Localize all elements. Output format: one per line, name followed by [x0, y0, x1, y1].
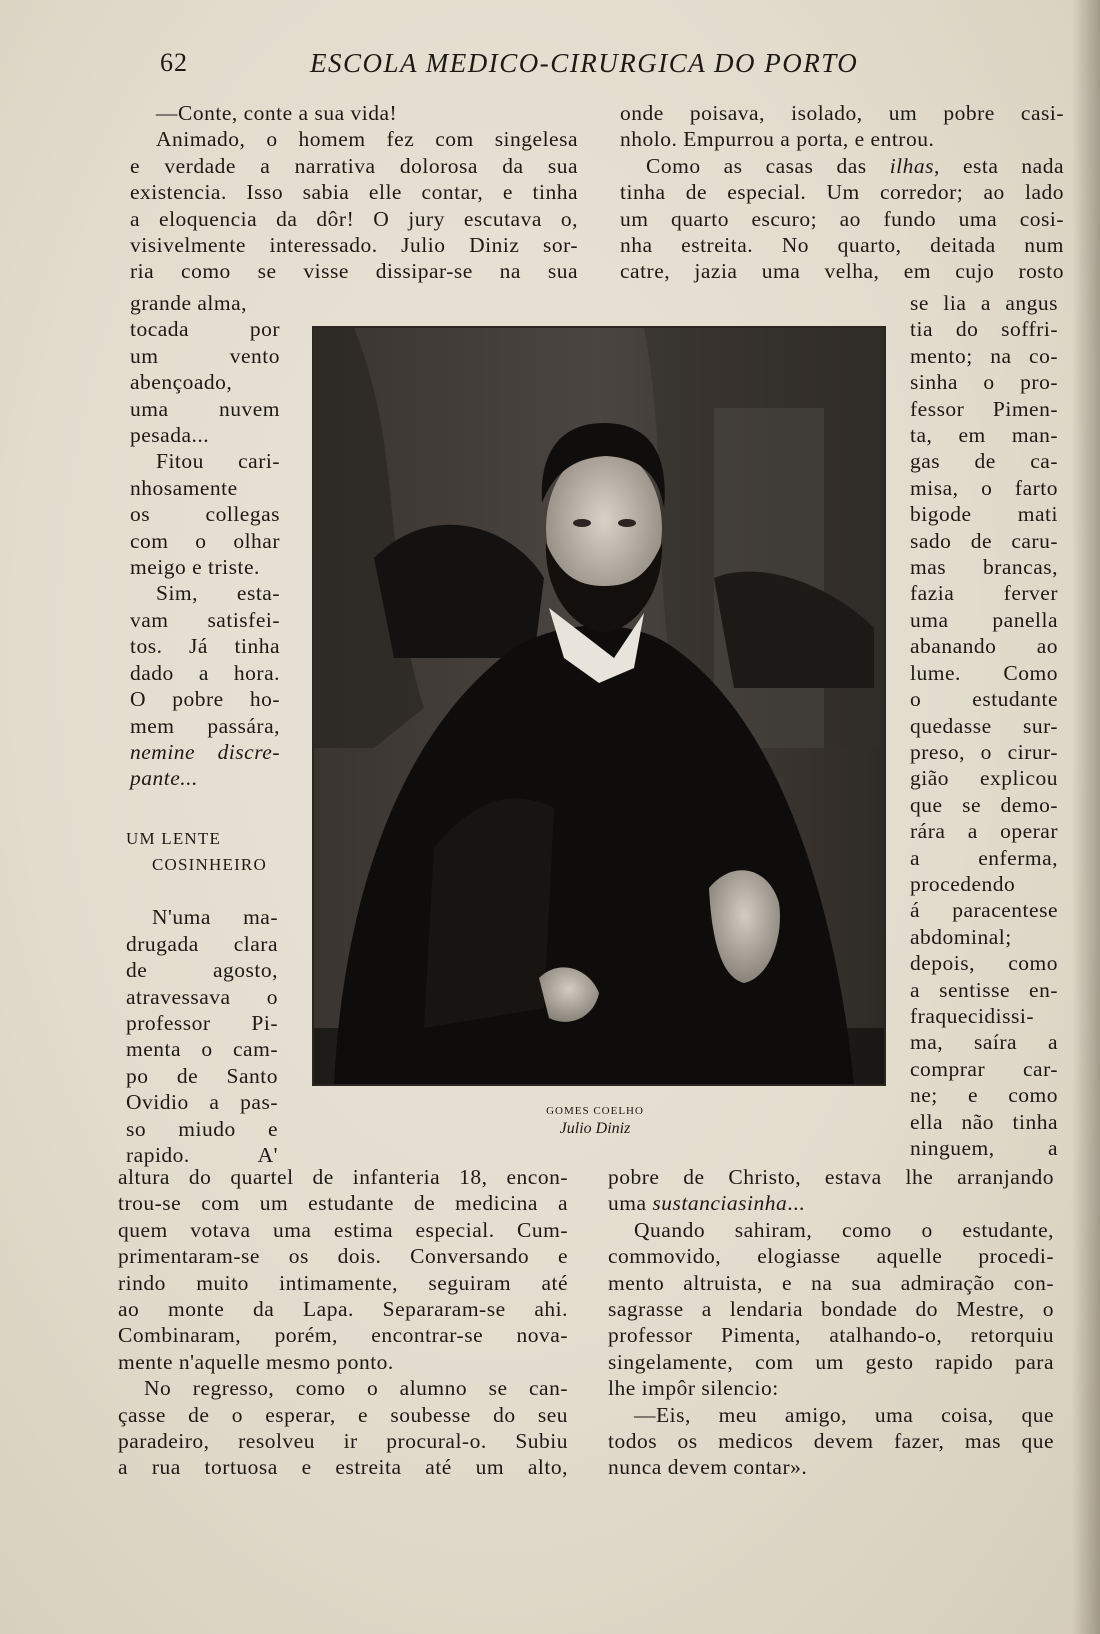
text-line: que se demo-: [910, 792, 1058, 817]
text-line: todos os medicos devem fazer, mas que: [608, 1429, 1054, 1454]
text-line: drugada clara: [126, 931, 278, 956]
text-line: tinha de especial. Um corredor; ao lado: [620, 180, 1064, 205]
text-line: quedasse sur-: [910, 713, 1058, 738]
section-and-left-lower: [126, 826, 278, 1168]
text-line: gião explicou: [910, 766, 1058, 791]
text-line: gas de ca-: [910, 449, 1058, 474]
text-line: so miudo e: [126, 1116, 278, 1141]
left-column-top: [130, 100, 578, 285]
text-line: Animado, o homem fez com singelesa: [156, 127, 578, 152]
text-line: nha estreita. No quarto, deitada num: [620, 233, 1064, 258]
running-title: ESCOLA MEDICO-CIRURGICA DO PORTO: [310, 48, 859, 78]
text-line: ria como se visse dissipar-se na sua: [130, 259, 578, 284]
text-line: a eloquencia da dôr! O jury escutava o,: [130, 206, 578, 231]
text-line-italic: nemine discre-: [130, 739, 280, 764]
portrait-illustration: [314, 328, 884, 1084]
text-line: professor Pi-: [126, 1011, 278, 1036]
text-line: procedendo: [910, 871, 1016, 896]
text-line: depois, como: [910, 951, 1058, 976]
text-line: existencia. Isso sabia elle contar, e tinha: [130, 180, 578, 205]
text-line: um quarto escuro; ao fundo uma cosi-: [620, 206, 1064, 231]
text-line: altura do quartel de infanteria 18, encon-: [118, 1165, 568, 1189]
caption-title: Julio Diniz: [559, 1120, 631, 1137]
italic-word: sustanciasinha: [652, 1191, 788, 1216]
text-line: ma, saíra a: [910, 1030, 1058, 1055]
text-line: onde poisava, isolado, um pobre casi-: [620, 101, 1064, 125]
left-column-bottom: [118, 1164, 568, 1481]
text-line: çasse de o esperar, e soubesse do seu: [118, 1402, 568, 1427]
text-line: mas brancas,: [910, 555, 1058, 580]
page-number: 62: [160, 48, 188, 77]
text-line: fraquecidissi-: [910, 1003, 1035, 1028]
text-line: e verdade a narrativa dolorosa da sua: [130, 153, 578, 178]
text-line: quem votava uma estima especial. Cum-: [118, 1217, 568, 1242]
text-line: Fitou cari-: [156, 449, 280, 474]
text-line: sagrasse a lendaria bondade do Mestre, o: [608, 1297, 1054, 1322]
text-line: ninguem, a: [910, 1136, 1058, 1160]
text-line: N'uma ma-: [152, 905, 278, 930]
text-line: paradeiro, resolveu ir procural-o. Subiu: [118, 1429, 568, 1454]
text-line: rapido. A': [126, 1143, 278, 1168]
text-line: lume. Como: [910, 660, 1058, 685]
text-line: uma panella: [910, 607, 1058, 632]
right-column-beside-figure: [910, 290, 1058, 1161]
page-edge-shadow: [1072, 0, 1100, 1634]
text-line: com o olhar: [130, 528, 280, 553]
text-line: nunca devem contar».: [608, 1455, 808, 1480]
text-line-italic: pante...: [130, 766, 198, 791]
italic-word: ilhas: [889, 153, 935, 178]
text-line: vam satisfei-: [130, 607, 280, 632]
text-line: nhosamente: [130, 475, 238, 500]
caption-artist: GOMES COELHO: [546, 1105, 644, 1117]
text-line: a sentisse en-: [910, 977, 1058, 1002]
text-line: mento; na co-: [910, 343, 1058, 368]
page-header: [150, 46, 910, 86]
text-line: ao monte da Lapa. Separaram-se ahi.: [118, 1297, 568, 1322]
text-line: se lia a angus: [910, 291, 1058, 315]
left-column-beside-figure: [130, 290, 280, 792]
right-column-bottom: [608, 1164, 1054, 1481]
text-line: mem passára,: [130, 713, 280, 738]
text-line: á paracentese: [910, 898, 1058, 923]
text-line: catre, jazia uma velha, em cujo rosto: [620, 259, 1064, 284]
text-line: tos. Já tinha: [130, 634, 280, 659]
text-line: abdominal;: [910, 924, 1012, 949]
text-line: ta, em man-: [910, 423, 1058, 448]
text-line: bigode mati: [910, 502, 1058, 527]
text-line: commovido, elogiasse aquelle procedi-: [608, 1244, 1054, 1269]
text-line: fessor Pimen-: [910, 396, 1058, 421]
text-line: O pobre ho-: [130, 687, 280, 712]
text-line: a rua tortuosa e estreita até um alto,: [118, 1455, 568, 1480]
text-line: trou-se com um estudante de medicina a: [118, 1191, 568, 1216]
text-line: lhe impôr silencio:: [608, 1376, 779, 1401]
section-heading-line: UM LENTE: [126, 829, 222, 848]
text-line: preso, o cirur-: [910, 739, 1058, 764]
text-line: professor Pimenta, atalhando-o, retorquiu: [608, 1323, 1054, 1348]
right-column-top: [620, 100, 1064, 285]
section-heading-line: COSINHEIRO: [152, 855, 267, 874]
text-line: —Conte, conte a sua vida!: [156, 101, 398, 125]
text-line: meigo e triste.: [130, 555, 260, 580]
text-line: um vento: [130, 343, 280, 368]
text-line: visivelmente interessado. Julio Diniz sor-: [130, 233, 578, 258]
text-line: —Eis, meu amigo, uma coisa, que: [634, 1402, 1054, 1427]
text-line: pesada...: [130, 423, 210, 448]
text-line: fazia ferver: [910, 581, 1058, 606]
text-line: ne; e como: [910, 1083, 1058, 1108]
text-line: Ovidio a pas-: [126, 1090, 278, 1115]
text-line: tocada por: [130, 317, 280, 342]
text-line: dado a hora.: [130, 660, 280, 685]
text-line: rára a operar: [910, 819, 1058, 844]
text-line: de agosto,: [126, 958, 278, 983]
text-line: atravessava o: [126, 984, 278, 1009]
text-line: pobre de Christo, estava lhe arranjando: [608, 1165, 1054, 1189]
text-line: os collegas: [130, 502, 280, 527]
text-line: abanando ao: [910, 634, 1058, 659]
text-line: mento altruista, e na sua admiração con-: [608, 1270, 1054, 1295]
text-line: menta o cam-: [126, 1037, 278, 1062]
portrait-image: [312, 326, 886, 1086]
figure-caption: [540, 1104, 650, 1140]
text-line: sinha o pro-: [910, 370, 1058, 395]
text-line-with-italic: uma sustanciasinha...: [608, 1191, 805, 1216]
text-line: singelamente, com um gesto rapido para: [608, 1349, 1054, 1374]
text-line: No regresso, como o alumno se can-: [144, 1376, 568, 1401]
text-line: comprar car-: [910, 1056, 1058, 1081]
text-line: a enferma,: [910, 845, 1058, 870]
text-line: sado de caru-: [910, 528, 1058, 553]
text-line: uma nuvem: [130, 396, 280, 421]
text-line: o estudante: [910, 687, 1058, 712]
text-line: misa, o farto: [910, 475, 1058, 500]
text-line: Quando sahiram, como o estudante,: [634, 1217, 1054, 1242]
text-line-with-italic: Como as casas das ilhas, esta nada: [646, 153, 1064, 178]
text-line: tia do soffri-: [910, 317, 1058, 342]
text-line: Combinaram, porém, encontrar-se nova-: [118, 1323, 568, 1348]
text-line: ella não tinha: [910, 1109, 1058, 1134]
text-line: grande alma,: [130, 291, 248, 315]
spacer: [126, 878, 278, 904]
text-line: abençoado,: [130, 370, 233, 395]
text-line: po de Santo: [126, 1063, 278, 1088]
text-line: rindo muito intimamente, seguiram até: [118, 1270, 568, 1295]
text-line: Sim, esta-: [156, 581, 280, 606]
text-line: mente n'aquelle mesmo ponto.: [118, 1349, 394, 1374]
text-line: nholo. Empurrou a porta, e entrou.: [620, 127, 935, 152]
text-line: primentaram-se os dois. Conversando e: [118, 1244, 568, 1269]
